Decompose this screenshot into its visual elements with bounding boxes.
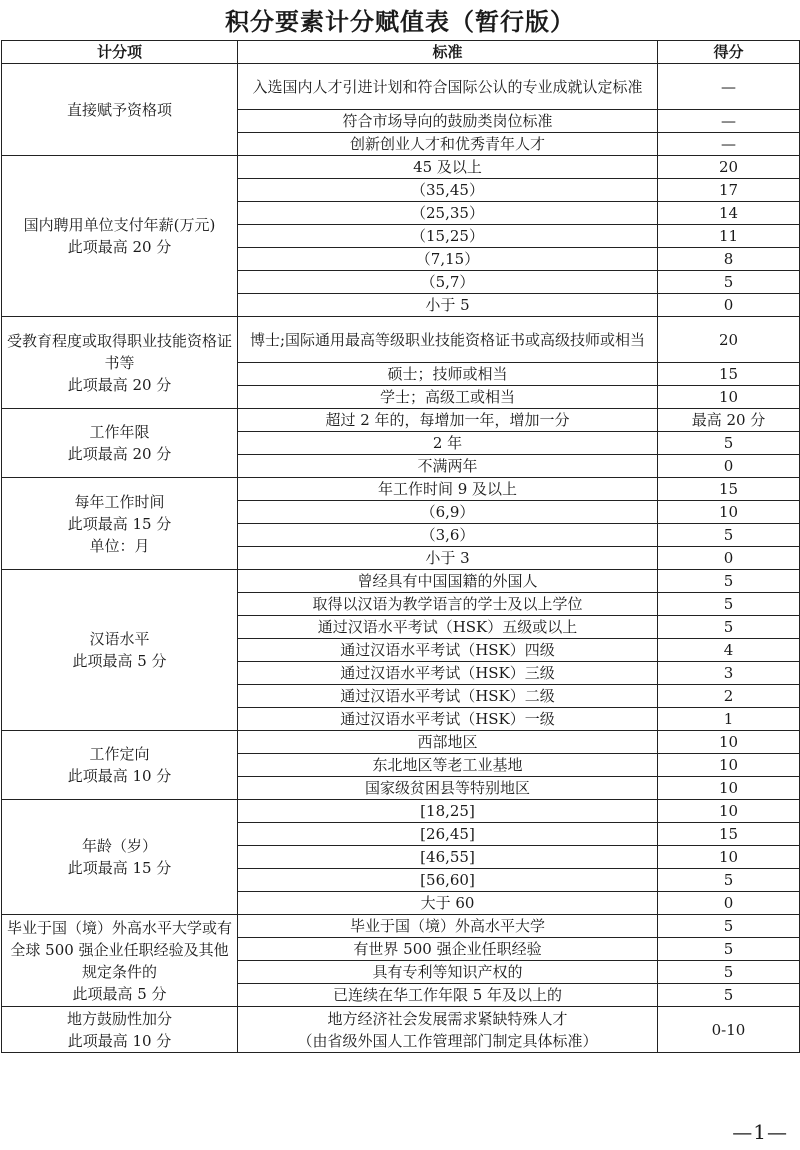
score-cell: 4 bbox=[658, 639, 800, 662]
score-table bbox=[1, 40, 800, 1053]
standard-cell: 符合市场导向的鼓励类岗位标准 bbox=[238, 110, 658, 133]
score-cell: 10 bbox=[658, 754, 800, 777]
score-cell: — bbox=[658, 133, 800, 156]
standard-cell: 年工作时间 9 及以上 bbox=[238, 478, 658, 501]
category-cell: 直接赋予资格项 bbox=[2, 64, 238, 156]
score-cell: 0 bbox=[658, 892, 800, 915]
score-cell: 10 bbox=[658, 501, 800, 524]
score-cell: 15 bbox=[658, 823, 800, 846]
score-cell: 5 bbox=[658, 961, 800, 984]
page-title: 积分要素计分赋值表（暂行版） bbox=[225, 8, 575, 36]
score-cell: 20 bbox=[658, 317, 800, 363]
standard-cell: 不满两年 bbox=[238, 455, 658, 478]
standard-cell: [18,25] bbox=[238, 800, 658, 823]
category-cell: 国内聘用单位支付年薪(万元) 此项最高 20 分 bbox=[2, 156, 238, 317]
score-cell: 5 bbox=[658, 869, 800, 892]
category-cell: 每年工作时间 此项最高 15 分 单位：月 bbox=[2, 478, 238, 570]
table-row bbox=[2, 64, 800, 110]
table-row bbox=[2, 915, 800, 938]
standard-cell: 硕士；技师或相当 bbox=[238, 363, 658, 386]
standard-cell: （15,25） bbox=[238, 225, 658, 248]
standard-cell: 通过汉语水平考试（HSK）三级 bbox=[238, 662, 658, 685]
score-cell: 5 bbox=[658, 432, 800, 455]
standard-cell: 通过汉语水平考试（HSK）五级或以上 bbox=[238, 616, 658, 639]
category-cell: 年龄（岁） 此项最高 15 分 bbox=[2, 800, 238, 915]
score-cell: 14 bbox=[658, 202, 800, 225]
standard-cell: （7,15） bbox=[238, 248, 658, 271]
standard-cell: （35,45） bbox=[238, 179, 658, 202]
score-cell: 11 bbox=[658, 225, 800, 248]
standard-cell: 45 及以上 bbox=[238, 156, 658, 179]
table-row bbox=[2, 800, 800, 823]
standard-cell: 西部地区 bbox=[238, 731, 658, 754]
table-row bbox=[2, 409, 800, 432]
standard-cell: 曾经具有中国国籍的外国人 bbox=[238, 570, 658, 593]
score-cell: 2 bbox=[658, 685, 800, 708]
table-row bbox=[2, 1007, 800, 1053]
standard-cell: 地方经济社会发展需求紧缺特殊人才 （由省级外国人工作管理部门制定具体标准） bbox=[238, 1007, 658, 1053]
standard-cell: 取得以汉语为教学语言的学士及以上学位 bbox=[238, 593, 658, 616]
table-row bbox=[2, 317, 800, 363]
score-cell: 17 bbox=[658, 179, 800, 202]
score-cell: 5 bbox=[658, 938, 800, 961]
score-cell: 10 bbox=[658, 386, 800, 409]
standard-cell: [46,55] bbox=[238, 846, 658, 869]
standard-cell: 已连续在华工作年限 5 年及以上的 bbox=[238, 984, 658, 1007]
table-row bbox=[2, 156, 800, 179]
score-cell: 10 bbox=[658, 777, 800, 800]
standard-cell: 超过 2 年的，每增加一年，增加一分 bbox=[238, 409, 658, 432]
standard-cell: [26,45] bbox=[238, 823, 658, 846]
standard-cell: 国家级贫困县等特别地区 bbox=[238, 777, 658, 800]
standard-cell: （6,9） bbox=[238, 501, 658, 524]
standard-cell: [56,60] bbox=[238, 869, 658, 892]
standard-cell: 通过汉语水平考试（HSK）一级 bbox=[238, 708, 658, 731]
standard-cell: 创新创业人才和优秀青年人才 bbox=[238, 133, 658, 156]
standard-cell: 入选国内人才引进计划和符合国际公认的专业成就认定标准 bbox=[238, 64, 658, 110]
table-row bbox=[2, 731, 800, 754]
standard-cell: 通过汉语水平考试（HSK）二级 bbox=[238, 685, 658, 708]
header-category: 计分项 bbox=[2, 41, 238, 64]
score-cell: 5 bbox=[658, 570, 800, 593]
score-cell: 0 bbox=[658, 547, 800, 570]
score-cell: 10 bbox=[658, 800, 800, 823]
standard-cell: 大于 60 bbox=[238, 892, 658, 915]
standard-cell: 具有专利等知识产权的 bbox=[238, 961, 658, 984]
score-cell: 5 bbox=[658, 524, 800, 547]
standard-cell: 毕业于国（境）外高水平大学 bbox=[238, 915, 658, 938]
standard-cell: 通过汉语水平考试（HSK）四级 bbox=[238, 639, 658, 662]
table-header-row bbox=[2, 41, 800, 64]
score-cell: 最高 20 分 bbox=[658, 409, 800, 432]
score-cell: 5 bbox=[658, 616, 800, 639]
score-cell: 5 bbox=[658, 915, 800, 938]
score-cell: 15 bbox=[658, 363, 800, 386]
page-number: —1— bbox=[732, 1120, 788, 1144]
standard-cell: 博士;国际通用最高等级职业技能资格证书或高级技师或相当 bbox=[238, 317, 658, 363]
score-cell: 5 bbox=[658, 593, 800, 616]
category-cell: 工作年限 此项最高 20 分 bbox=[2, 409, 238, 478]
standard-cell: （3,6） bbox=[238, 524, 658, 547]
standard-cell: （5,7） bbox=[238, 271, 658, 294]
score-cell: 15 bbox=[658, 478, 800, 501]
score-cell: — bbox=[658, 64, 800, 110]
score-cell: 20 bbox=[658, 156, 800, 179]
score-cell: 8 bbox=[658, 248, 800, 271]
category-cell: 汉语水平 此项最高 5 分 bbox=[2, 570, 238, 731]
score-cell: — bbox=[658, 110, 800, 133]
score-cell: 10 bbox=[658, 846, 800, 869]
standard-cell: 小于 3 bbox=[238, 547, 658, 570]
table-row bbox=[2, 478, 800, 501]
standard-cell: （25,35） bbox=[238, 202, 658, 225]
standard-cell: 东北地区等老工业基地 bbox=[238, 754, 658, 777]
score-cell: 0 bbox=[658, 455, 800, 478]
category-cell: 工作定向 此项最高 10 分 bbox=[2, 731, 238, 800]
score-cell: 5 bbox=[658, 984, 800, 1007]
score-cell: 1 bbox=[658, 708, 800, 731]
table-body bbox=[2, 64, 800, 1053]
score-cell: 5 bbox=[658, 271, 800, 294]
header-standard: 标准 bbox=[238, 41, 658, 64]
standard-cell: 学士；高级工或相当 bbox=[238, 386, 658, 409]
category-cell: 毕业于国（境）外高水平大学或有全球 500 强企业任职经验及其他规定条件的 此项最高 5 分 bbox=[2, 915, 238, 1007]
score-cell: 0-10 bbox=[658, 1007, 800, 1053]
score-cell: 3 bbox=[658, 662, 800, 685]
header-score: 得分 bbox=[658, 41, 800, 64]
standard-cell: 有世界 500 强企业任职经验 bbox=[238, 938, 658, 961]
category-cell: 地方鼓励性加分 此项最高 10 分 bbox=[2, 1007, 238, 1053]
standard-cell: 2 年 bbox=[238, 432, 658, 455]
table-row bbox=[2, 570, 800, 593]
category-cell: 受教育程度或取得职业技能资格证书等 此项最高 20 分 bbox=[2, 317, 238, 409]
score-cell: 10 bbox=[658, 731, 800, 754]
score-cell: 0 bbox=[658, 294, 800, 317]
standard-cell: 小于 5 bbox=[238, 294, 658, 317]
